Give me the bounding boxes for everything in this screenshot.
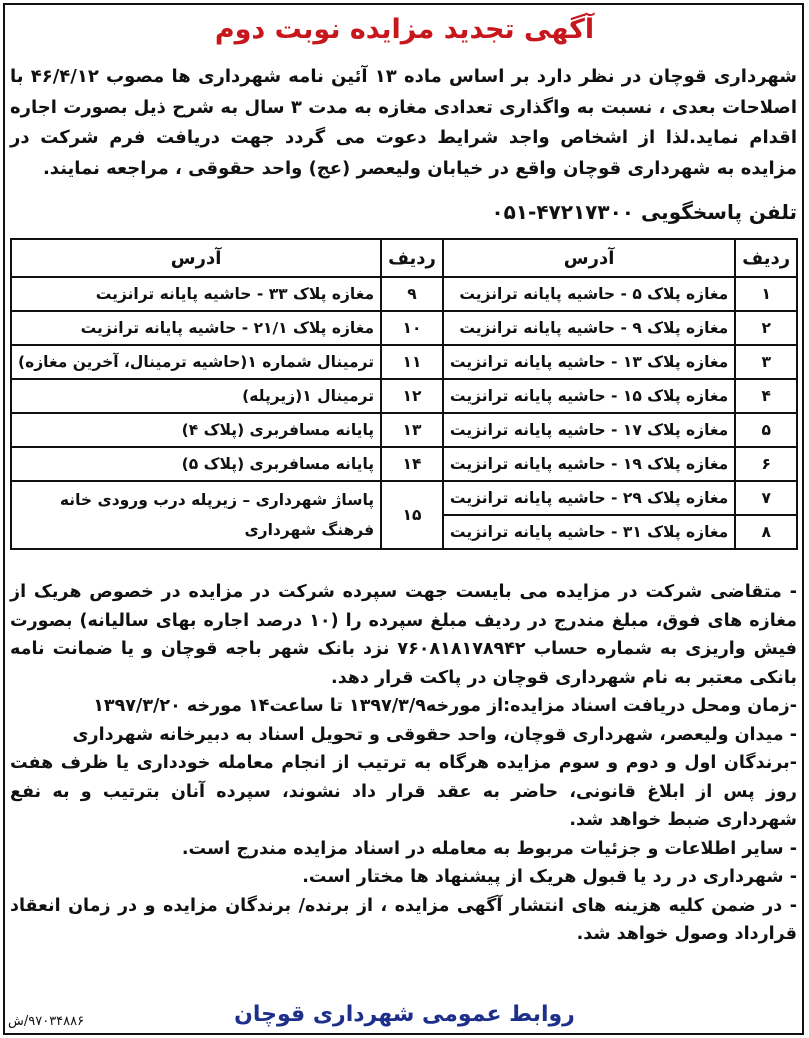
row-number: ۷ <box>735 481 797 515</box>
term-item: - میدان ولیعصر، شهرداری قوچان، واحد حقوقی و تحویل اسناد به دبیرخانه شهرداری <box>72 724 797 745</box>
table-row <box>11 481 797 515</box>
shop-address: مغازه پلاک ۵ - حاشیه پایانه ترانزیت <box>443 277 735 311</box>
phone-number: تلفن پاسخگویی ۴۷۲۱۷۳۰۰-۰۵۱ <box>491 200 797 224</box>
header-row-number: ردیف <box>735 239 797 277</box>
row-number: ۵ <box>735 413 797 447</box>
shop-address: پایانه مسافربری (پلاک ۴) <box>11 413 381 447</box>
row-number: ۳ <box>735 345 797 379</box>
shop-address: مغازه پلاک ۳۳ - حاشیه پایانه ترانزیت <box>11 277 381 311</box>
table-row <box>11 379 797 413</box>
row-number: ۱ <box>735 277 797 311</box>
row-number: ۱۱ <box>381 345 443 379</box>
shop-address: مغازه پلاک ۱۹ - حاشیه پایانه ترانزیت <box>443 447 735 481</box>
term-item: - سایر اطلاعات و جزئیات مربوط به معامله در اسناد مزایده مندرج است. <box>181 838 797 859</box>
publisher-signature: روابط عمومی شهرداری قوچان <box>234 1002 575 1027</box>
shop-address: ترمینال شماره ۱(حاشیه ترمینال، آخرین مغازه) <box>11 345 381 379</box>
row-number: ۱۴ <box>381 447 443 481</box>
row-number: ۱۳ <box>381 413 443 447</box>
row-number: ۴ <box>735 379 797 413</box>
row-number: ۱۲ <box>381 379 443 413</box>
row-number: ۲ <box>735 311 797 345</box>
intro-paragraph: شهرداری قوچان در نظر دارد بر اساس ماده ۱۳ آئین نامه شهرداری ها مصوب ۴۶/۴/۱۲ با اصلاحات بعدی ، نسبت به واگذاری تعدادی مغازه به مدت ۳ سال به شرح ذیل بصورت اجاره اقدام نماید.لذا از اشخاص واجد شرایط دعوت می گردد جهت دریافت فرم شرکت در مزایده به شهرداری قوچان واقع در خیابان ولیعصر (عج) واحد حقوقی ، مراجعه نمایند. <box>10 66 797 179</box>
shop-address: ترمینال ۱(زیرپله) <box>11 379 381 413</box>
table-row <box>11 277 797 311</box>
shop-address: مغازه پلاک ۳۱ - حاشیه پایانه ترانزیت <box>443 515 735 549</box>
term-item: -زمان ومحل دریافت اسناد مزایده:از مورخه۱۳۹۷/۳/۹ تا ساعت۱۴ مورخه ۱۳۹۷/۳/۲۰ <box>93 696 797 716</box>
row-number: ۸ <box>735 515 797 549</box>
table-row <box>11 311 797 345</box>
shop-address: پایانه مسافربری (پلاک ۵) <box>11 447 381 481</box>
row-number: ۶ <box>735 447 797 481</box>
header-address: آدرس <box>11 239 381 277</box>
term-item: -برندگان اول و دوم و سوم مزایده هرگاه به ترتیب از انجام معامله خودداری یا ظرف هفت روز پس از ابلاغ قانونی، حاضر به عقد قرار داد نشوند، سپرده آنان بترتیب و به نفع شهرداری ضبط خواهد شد. <box>10 753 797 830</box>
row-number: ۱۵ <box>381 481 443 549</box>
table-header-row <box>11 239 797 277</box>
ad-code: ۹۷۰۳۴۸۸۶/ش <box>8 1014 85 1029</box>
shop-address: پاساژ شهرداری – زیرپله درب ورودی خانه فرهنگ شهرداری <box>11 481 381 549</box>
table-row <box>11 447 797 481</box>
table-row <box>11 413 797 447</box>
header-address: آدرس <box>443 239 735 277</box>
shop-address: مغازه پلاک ۹ - حاشیه پایانه ترانزیت <box>443 311 735 345</box>
terms-section <box>10 578 797 949</box>
term-item: - در ضمن کلیه هزینه های انتشار آگهی مزایده ، از برنده/ برندگان مزایده و در زمان انعقاد قرارداد وصول خواهد شد. <box>10 895 797 944</box>
shop-address: مغازه پلاک ۱۳ - حاشیه پایانه ترانزیت <box>443 345 735 379</box>
shop-address: مغازه پلاک ۱۵ - حاشیه پایانه ترانزیت <box>443 379 735 413</box>
header-row-number: ردیف <box>381 239 443 277</box>
table-row <box>11 345 797 379</box>
shop-address: مغازه پلاک ۲۱/۱ - حاشیه پایانه ترانزیت <box>11 311 381 345</box>
row-number: ۱۰ <box>381 311 443 345</box>
term-item: - شهرداری در رد یا قبول هریک از پیشنهاد ها مختار است. <box>302 867 797 887</box>
row-number: ۹ <box>381 277 443 311</box>
shop-address: مغازه پلاک ۱۷ - حاشیه پایانه ترانزیت <box>443 413 735 447</box>
term-item: - متقاضی شرکت در مزایده می بایست جهت سپرده شرکت در مزایده در خصوص هریک از مغازه های فوق، مبلغ مندرج در ردیف مبلغ سپرده را (۱۰ درصد اجاره بهای سالیانه) بصورت فیش واریزی به شماره حساب ۷۶۰۸۱۸۱۷۸۹۴۲ نزد بانک شهر باجه قوچان و یا ضمانت نامه بانکی معتبر به نام شهرداری قوچان در پاکت قرار دهد. <box>10 582 797 688</box>
shop-address: مغازه پلاک ۲۹ - حاشیه پایانه ترانزیت <box>443 481 735 515</box>
shops-table <box>10 238 798 550</box>
ad-title: آگهی تجدید مزایده نوبت دوم <box>214 14 595 45</box>
